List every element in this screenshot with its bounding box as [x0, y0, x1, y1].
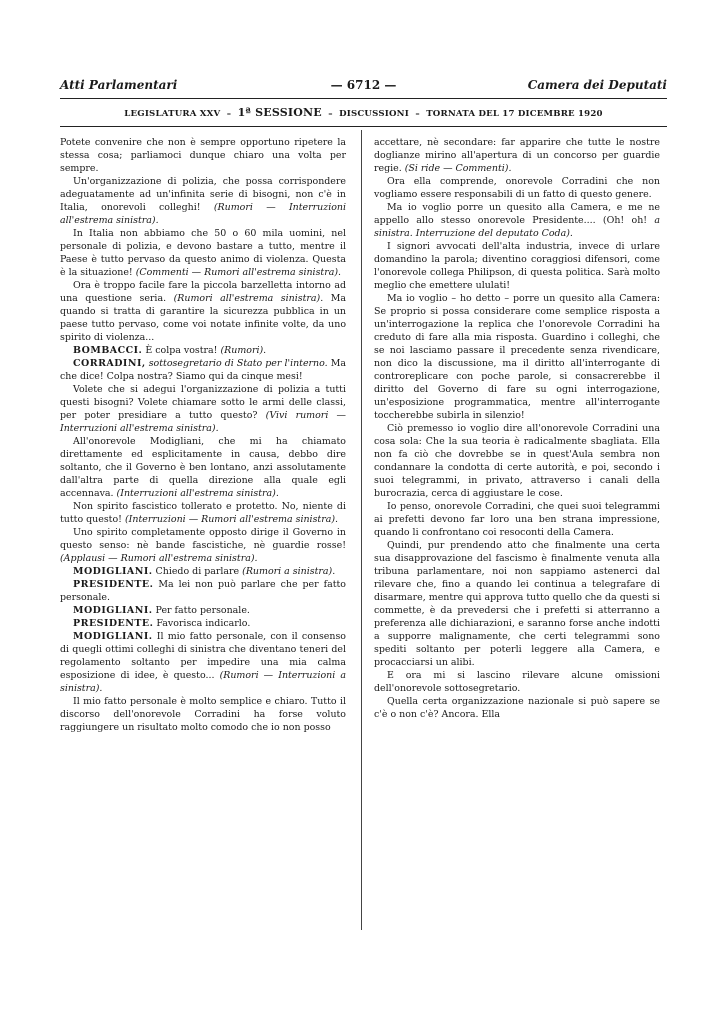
speaker-name: MODIGLIANI.: [73, 566, 153, 577]
column-divider: [361, 130, 362, 930]
session-type: DISCUSSIONI: [339, 109, 409, 119]
paragraph: [60, 344, 346, 357]
stage-direction: (Rumori a sinistra).: [242, 566, 336, 577]
speaker-role: sottosegretario di Stato per l'interno.: [145, 358, 328, 369]
paragraph-text: Io penso, onorevole Corradini, che quei suoi telegrammi ai prefetti devono far loro una ben strana impressione, quando li confrontano coi resoconti della Camera.: [374, 501, 660, 538]
paragraph: [374, 292, 660, 422]
paragraph: [374, 422, 660, 500]
stage-direction: (Interruzioni — Rumori all'estrema sinistra).: [124, 514, 339, 525]
paragraph: [374, 240, 660, 292]
paragraph-text: Ma io voglio – ho detto – porre un quesito alla Camera: Se proprio si possa considerare come semplice risposta a un'interrogazione la replica che l'onorevole Corradini ha creduto di fare alla mia risposta. Guardino i colleghi, che se noi lasciamo passare il precedente senza rivendicare, non dico la discussione, ma il diritto all'interrogante di controreplicare con poche parole, si consacrerebbe il diritto del Governo di fare su ogni interrogazione, un'esposizione programmatica, mentre all'interrogante toccherebbe subirla in silenzio!: [374, 293, 660, 421]
paragraph: [60, 617, 346, 630]
header-rule: [60, 98, 667, 99]
sitting-date: TORNATA DEL 17 DICEMBRE 1920: [426, 109, 603, 119]
speaker-name: MODIGLIANI.: [73, 631, 153, 642]
right-column: [374, 136, 660, 721]
paragraph: [374, 201, 660, 240]
paragraph-text: Ora ella comprende, onorevole Corradini che non vogliamo essere responsabili di un fatto di questo genere.: [374, 176, 660, 200]
paragraph: [374, 695, 660, 721]
paragraph-text: I signori avvocati dell'alta industria, invece di urlare domandino la parola; diventino coraggiosi difensori, come l'onorevole collega Philipson, di questa politica. Sarà molto meglio che emettere ululati!: [374, 241, 660, 291]
paragraph-text: Ma io voglio porre un quesito alla Camera, e me ne appello allo stesso onorevole Presidente.... (Oh! oh!: [374, 202, 660, 226]
page-number: — 6712 —: [330, 78, 397, 92]
paragraph-text: Il mio fatto personale è molto semplice e chiaro. Tutto il discorso dell'onorevole Corradini ha forse voluto raggiungere un risultato molto comodo che io non posso: [60, 696, 346, 733]
paragraph-text: Ma lei non può parlare che per fatto personale.: [60, 579, 346, 603]
session: 1ª SESSIONE: [237, 106, 322, 119]
paragraph: [60, 565, 346, 578]
paragraph-text: Quella certa organizzazione nazionale si può sapere se c'è o non c'è? Ancora. Ella: [374, 696, 660, 720]
left-column: [60, 136, 346, 734]
paragraph: [60, 526, 346, 565]
paragraph-text: Volete che si adegui l'organizzazione di polizia a tutti questi bisogni? Volete chiamare sotto le armi delle classi, per poter presidiare a tutto questo?: [60, 384, 346, 421]
paragraph: [60, 604, 346, 617]
paragraph-text: All'onorevole Modigliani, che mi ha chiamato direttamente ed esplicitamente in causa, debbo dire soltanto, che il Governo è ben lontano, anzi assolutamente dall'altra parte di quella direzione alla quale egli accennava.: [60, 436, 346, 499]
paragraph-text: Chiedo di parlare: [152, 566, 243, 577]
paragraph: [60, 383, 346, 435]
paragraph: [60, 630, 346, 695]
stage-direction: (Rumori).: [220, 345, 267, 356]
paragraph-text: Potete convenire che non è sempre opportuno ripetere la stessa cosa; parliamoci dunque chiaro una volta per sempre.: [60, 137, 346, 174]
paragraph: [60, 500, 346, 526]
paragraph-text: Quindi, pur prendendo atto che finalmente una certa sua disapprovazione del fascismo è finalmente venuta alla tribuna parlamentare, noi non sappiamo astenerci dal rilevare che, fino a quando lei continua a telegrafare di disarmare, mentre qui approva tutto quello che da questi si commette, è da prevedersi che i prefetti si atterranno a preferenza alle dichiarazioni, e saranno forse anche indotti a supporre malignamente, che certi telegrammi sono spediti soltanto per poterli leggere alla Camera, e procacciarsi un alibi.: [374, 540, 660, 668]
paragraph: [60, 175, 346, 227]
legislature: LEGISLATURA XXV: [124, 109, 221, 119]
stage-direction: (Rumori all'estrema sinistra).: [173, 293, 324, 304]
stage-direction: (Si ride — Commenti).: [404, 163, 512, 174]
stage-direction: a sinistra. Interruzione del deputato Coda).: [374, 215, 660, 239]
paragraph: [374, 175, 660, 201]
header-right: Camera dei Deputati: [527, 78, 667, 92]
paragraph: [374, 669, 660, 695]
paragraph: [60, 227, 346, 279]
speaker-name: CORRADINI,: [73, 358, 146, 369]
paragraph: [374, 539, 660, 669]
paragraph: [60, 695, 346, 734]
speaker-name: PRESIDENTE.: [73, 618, 154, 629]
stage-direction: (Interruzioni all'estrema sinistra).: [116, 488, 279, 499]
paragraph: [374, 136, 660, 175]
speaker-name: MODIGLIANI.: [73, 605, 153, 616]
session-rule: [60, 126, 667, 127]
stage-direction: (Applausi — Rumori all'estrema sinistra).: [60, 553, 258, 564]
paragraph: [60, 435, 346, 500]
paragraph: [60, 279, 346, 344]
paragraph-text: E ora mi si lascino rilevare alcune omissioni dell'onorevole sottosegretario.: [374, 670, 660, 694]
paragraph-text: In Italia non abbiamo che 50 o 60 mila uomini, nel personale di polizia, e devono bastare a tutto, mentre il Paese è tutto pervaso da questo animo di violenza. Questa è la situazione!: [60, 228, 346, 278]
paragraph-text: Ciò premesso io voglio dire all'onorevole Corradini una cosa sola: Che la sua teoria è radicalmente sbagliata. Ella non fa ciò che dovrebbe se in quest'Aula sembra non condannare la condotta di certe autorità, e poi, secondo i suoi telegrammi, in privato, attraverso i canali della burocrazia, cerca di aggiustare le cose.: [374, 423, 660, 499]
header-left: Atti Parlamentari: [60, 78, 178, 92]
paragraph-text: Favorisca indicarlo.: [153, 618, 251, 629]
paragraph: [60, 357, 346, 383]
session-line: LEGISLATURA XXV – 1ª SESSIONE – DISCUSSIONI – TORNATA DEL 17 DICEMBRE 1920: [124, 106, 603, 119]
paragraph-text: Non spirito fascistico tollerato e protetto. No, niente di tutto questo!: [60, 501, 346, 525]
paragraph-text: Un'organizzazione di polizia, che possa corrispondere adeguatamente ad un'infinita serie di bisogni, non c'è in Italia, onorevoli colleghi!: [60, 176, 346, 213]
stage-direction: (Commenti — Rumori all'estrema sinistra).: [135, 267, 342, 278]
paragraph-text: Il mio fatto personale, con il consenso di quegli ottimi colleghi di sinistra che diventano teneri del regolamento soltanto per impedire una mia calma esposizione di idee, è questo...: [60, 631, 346, 681]
speaker-name: BOMBACCI.: [73, 345, 143, 356]
paragraph-text: È colpa vostra!: [142, 345, 221, 356]
paragraph: [374, 500, 660, 539]
paragraph-text: Per fatto personale.: [152, 605, 250, 616]
paragraph: [60, 136, 346, 175]
paragraph-text: accettare, nè secondare: far apparire che tutte le nostre doglianze mirino all'apertura di un concorso per guardie regie.: [374, 137, 660, 174]
stage-direction: (Rumori — Interruzioni all'estrema sinistra).: [60, 202, 346, 226]
speaker-name: PRESIDENTE.: [73, 579, 154, 590]
paragraph-text: Ma che dice! Colpa nostra? Siamo qui da cinque mesi!: [60, 358, 346, 382]
paragraph-text: Ora è troppo facile fare la piccola barzelletta intorno ad una questione seria.: [60, 280, 346, 304]
paragraph-text: Ma quando si tratta di garantire la sicurezza pubblica in un paese tutto pervaso, come voi notate infinite volte, da uno spirito di violenza...: [60, 293, 346, 343]
paragraph: [60, 578, 346, 604]
stage-direction: (Rumori — Interruzioni a sinistra).: [60, 670, 346, 694]
stage-direction: (Vivi rumori — Interruzioni all'estrema sinistra).: [60, 410, 346, 434]
paragraph-text: Uno spirito completamente opposto dirige il Governo in questo senso: nè bande fascistiche, nè guardie rosse!: [60, 527, 346, 551]
